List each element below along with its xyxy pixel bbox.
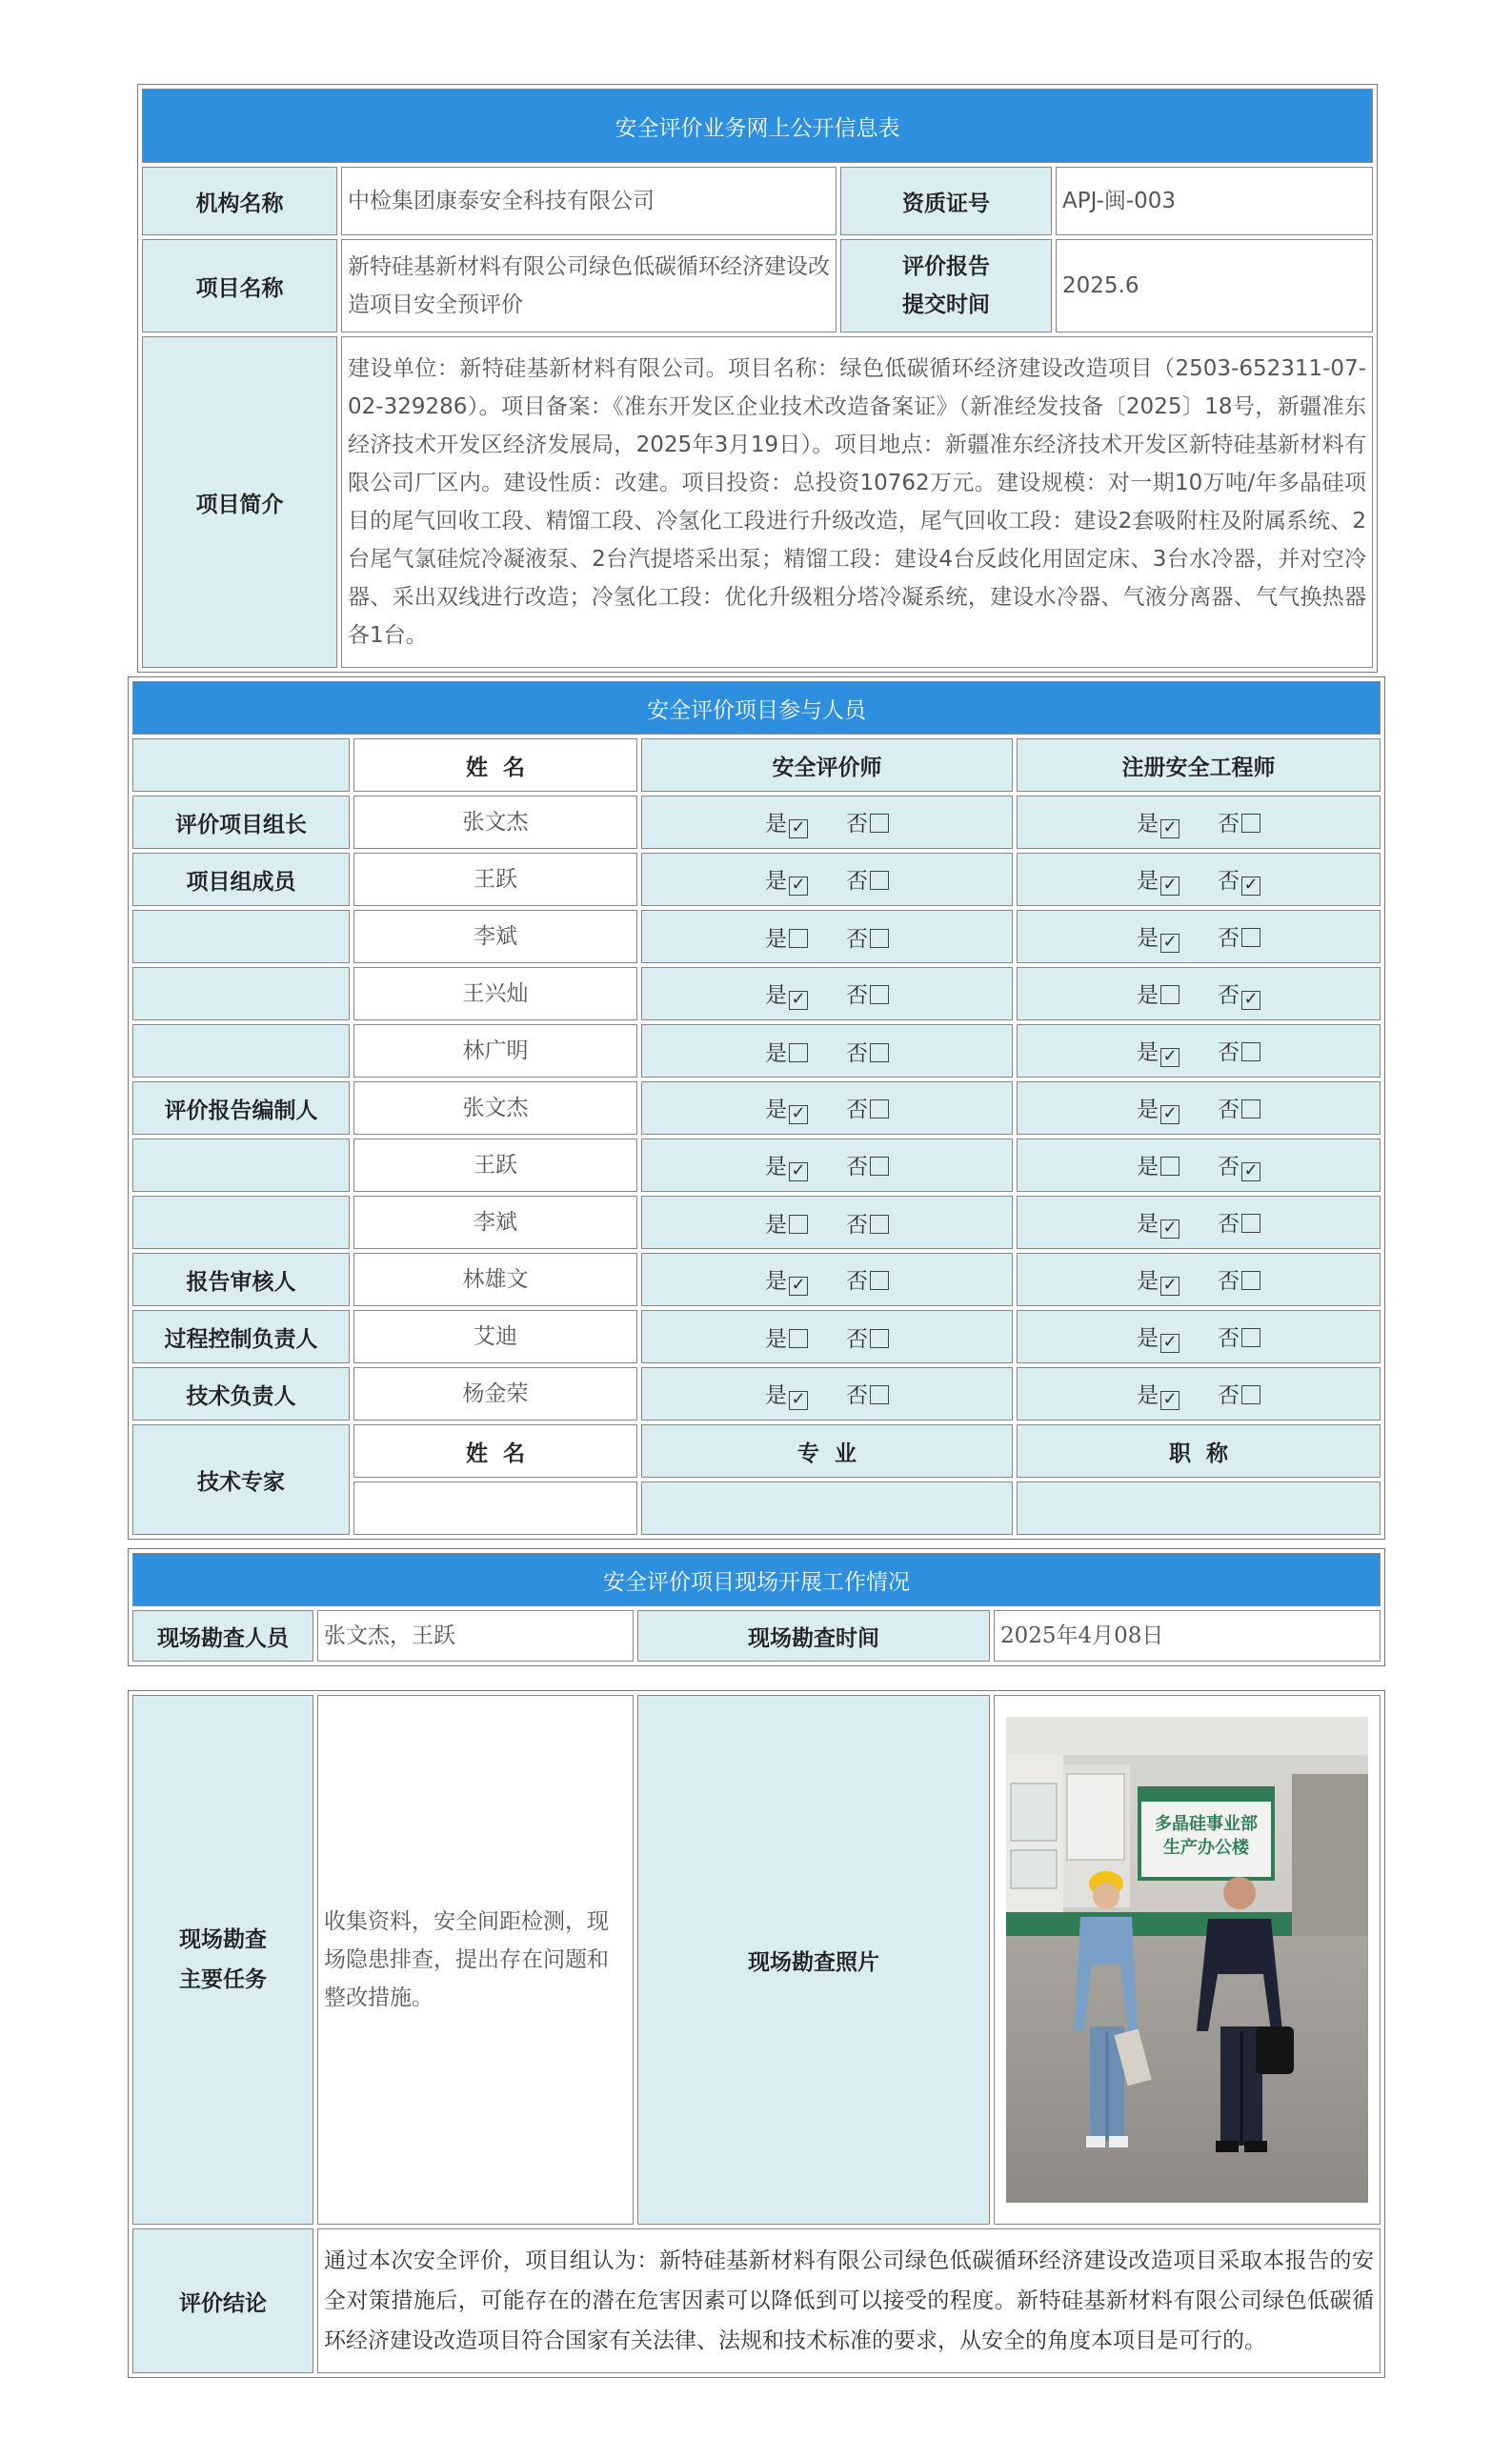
survey-photo-cell — [994, 1695, 1381, 2225]
evaluator-cell — [641, 967, 1013, 1020]
evaluator-yes-checkbox: ✓ — [789, 1277, 808, 1296]
engineer-yes-checkbox — [1160, 985, 1179, 1004]
engineer-yes-checkbox — [1160, 1157, 1179, 1176]
no-text: 否 — [846, 812, 868, 836]
yes-text: 是 — [1137, 812, 1159, 836]
staff-name: 王跃 — [353, 853, 637, 906]
yes-text: 是 — [765, 1098, 787, 1122]
no-text: 否 — [1218, 983, 1240, 1008]
staff-name: 林雄文 — [353, 1253, 637, 1306]
evaluator-cell — [641, 1310, 1013, 1363]
yes-text: 是 — [1137, 1098, 1159, 1122]
evaluator-cell — [641, 1024, 1013, 1078]
expert-name-cell — [353, 1481, 637, 1535]
engineer-cell — [1017, 1024, 1381, 1078]
no-text: 否 — [846, 983, 868, 1008]
engineer-no-checkbox: ✓ — [1241, 877, 1260, 896]
no-text: 否 — [846, 869, 868, 894]
no-text: 否 — [846, 1098, 868, 1122]
staff-role: 报告审核人 — [132, 1253, 350, 1306]
staff-row — [132, 1196, 1381, 1249]
yes-text: 是 — [765, 1326, 787, 1352]
no-text: 否 — [846, 1155, 868, 1179]
staff-name: 杨金荣 — [353, 1367, 637, 1421]
yes-text: 是 — [1137, 926, 1159, 951]
staff-row — [132, 1367, 1381, 1421]
yes-text: 是 — [1137, 1269, 1159, 1294]
staff-row — [132, 1024, 1381, 1078]
staff-role: 过程控制负责人 — [132, 1310, 350, 1363]
evaluator-no-checkbox — [870, 985, 889, 1004]
engineer-no-checkbox — [1241, 814, 1260, 833]
site-table-title: 安全评价项目现场开展工作情况 — [132, 1553, 1381, 1606]
engineer-cell — [1017, 796, 1381, 849]
evaluator-no-checkbox — [870, 814, 889, 833]
engineer-cell — [1017, 1081, 1381, 1135]
engineer-cell — [1017, 910, 1381, 963]
yes-text: 是 — [1137, 1212, 1159, 1237]
engineer-no-checkbox — [1241, 1099, 1260, 1119]
evaluator-no-checkbox — [870, 1385, 889, 1404]
expert-major-cell — [641, 1481, 1013, 1535]
staff-name: 张文杰 — [353, 796, 637, 849]
no-text: 否 — [846, 1212, 868, 1238]
intro-value: 建设单位：新特硅基新材料有限公司。项目名称：绿色低碳循环经济建设改造项目（2503-652311-07-02-329286）。项目备案：《准东开发区企业技术改造备案证》（新准经发技备〔2025〕18号，新疆准东经济技术开发区经济发展局，2025年3月19日）。项目地点：新疆准东经济技术开发区新特硅基新材料有限公司厂区内。建设性质：改建。项目投资：总投资10762万元。建设规模：对一期10万吨/年多晶硅项目的尾气回收工段、精馏工段、冷氢化工段进行升级改造，尾气回收工段：建设2套吸附柱及附属系统、2台尾气氯硅烷冷凝液泵、2台汽提塔采出泵；精馏工段：建设4台反歧化用固定床、3台水冷器，并对空冷器、采出双线进行改造；冷氢化工段：优化升级粗分塔冷凝系统，建设水冷器、气液分离器、气气换热器各1台。 — [341, 336, 1373, 668]
evaluator-no-checkbox — [870, 871, 889, 890]
engineer-no-checkbox: ✓ — [1241, 991, 1260, 1010]
site-table — [128, 1548, 1385, 1666]
no-text: 否 — [1218, 1212, 1240, 1237]
engineer-cell — [1017, 1367, 1381, 1421]
survey-table — [128, 1690, 1385, 2378]
staff-role — [132, 1196, 350, 1249]
yes-text: 是 — [765, 926, 787, 952]
evaluator-cell — [641, 1081, 1013, 1135]
report-time-label-line2: 提交时间 — [902, 292, 990, 317]
engineer-yes-checkbox: ✓ — [1160, 1391, 1179, 1410]
no-text: 否 — [1218, 1098, 1240, 1122]
expert-col-name: 姓 名 — [353, 1424, 637, 1478]
yes-text: 是 — [765, 1383, 787, 1408]
engineer-cell — [1017, 967, 1381, 1020]
evaluator-no-checkbox — [870, 1043, 889, 1062]
staff-row — [132, 1310, 1381, 1363]
engineer-no-checkbox: ✓ — [1241, 1162, 1260, 1181]
engineer-yes-checkbox: ✓ — [1160, 819, 1179, 838]
no-text: 否 — [1218, 812, 1240, 836]
intro-label: 项目简介 — [142, 336, 337, 668]
staff-role — [132, 1024, 350, 1078]
no-text: 否 — [1218, 1269, 1240, 1294]
site-time-label: 现场勘查时间 — [637, 1610, 990, 1662]
evaluator-no-checkbox — [870, 1329, 889, 1348]
engineer-yes-checkbox: ✓ — [1160, 1219, 1179, 1239]
staff-name: 王兴灿 — [353, 967, 637, 1020]
engineer-cell — [1017, 1139, 1381, 1192]
no-text: 否 — [1218, 1155, 1240, 1179]
survey-task-label — [132, 1695, 313, 2225]
engineer-yes-checkbox: ✓ — [1160, 1105, 1179, 1124]
no-text: 否 — [1218, 926, 1240, 951]
no-text: 否 — [846, 1383, 868, 1408]
engineer-no-checkbox — [1241, 928, 1260, 947]
staff-table-title: 安全评价项目参与人员 — [132, 681, 1381, 735]
staff-header-blank — [132, 738, 350, 792]
evaluator-yes-checkbox: ✓ — [789, 877, 808, 896]
photo-sign-line2: 生产办公楼 — [1163, 1838, 1249, 1858]
staff-col-name: 姓 名 — [353, 738, 637, 792]
evaluator-cell — [641, 1367, 1013, 1421]
yes-text: 是 — [1137, 1040, 1159, 1065]
no-text: 否 — [1218, 1326, 1240, 1351]
no-text: 否 — [1218, 1040, 1240, 1065]
engineer-yes-checkbox: ✓ — [1160, 1334, 1179, 1353]
evaluator-cell — [641, 796, 1013, 849]
evaluator-yes-checkbox — [789, 1215, 808, 1234]
report-time-value: 2025.6 — [1056, 239, 1373, 333]
yes-text: 是 — [765, 1212, 787, 1238]
project-name-value: 新特硅基新材料有限公司绿色低碳循环经济建设改造项目安全预评价 — [341, 239, 837, 333]
engineer-cell — [1017, 853, 1381, 906]
yes-text: 是 — [1137, 1383, 1159, 1408]
staff-name: 林广明 — [353, 1024, 637, 1078]
photo-sign-line1: 多晶硅事业部 — [1155, 1814, 1258, 1834]
engineer-no-checkbox — [1241, 1042, 1260, 1061]
staff-row — [132, 853, 1381, 906]
no-text: 否 — [846, 926, 868, 952]
yes-text: 是 — [765, 1155, 787, 1179]
staff-role: 评价报告编制人 — [132, 1081, 350, 1135]
engineer-no-checkbox — [1241, 1271, 1260, 1290]
evaluator-cell — [641, 1253, 1013, 1306]
staff-row — [132, 1253, 1381, 1306]
survey-task-label-line2: 主要任务 — [179, 1966, 267, 1992]
yes-text: 是 — [765, 812, 787, 836]
no-text: 否 — [846, 1326, 868, 1352]
evaluator-cell — [641, 1196, 1013, 1249]
evaluator-yes-checkbox — [789, 929, 808, 948]
org-label: 机构名称 — [142, 167, 337, 235]
project-name-label: 项目名称 — [142, 239, 337, 333]
staff-name: 王跃 — [353, 1139, 637, 1192]
expert-label: 技术专家 — [132, 1424, 350, 1535]
yes-text: 是 — [1137, 1155, 1159, 1179]
evaluator-yes-checkbox: ✓ — [789, 1391, 808, 1410]
staff-col-engineer: 注册安全工程师 — [1017, 738, 1381, 792]
engineer-yes-checkbox: ✓ — [1160, 1277, 1179, 1296]
no-text: 否 — [1218, 1383, 1240, 1408]
staff-role: 评价项目组长 — [132, 796, 350, 849]
cert-value: APJ-闽-003 — [1056, 167, 1373, 235]
evaluator-yes-checkbox: ✓ — [789, 1162, 808, 1181]
expert-col-major: 专 业 — [641, 1424, 1013, 1478]
org-value: 中检集团康泰安全科技有限公司 — [341, 167, 837, 235]
yes-text: 是 — [765, 983, 787, 1008]
staff-table — [128, 676, 1385, 1540]
evaluator-no-checkbox — [870, 1099, 889, 1119]
yes-text: 是 — [765, 1269, 787, 1294]
no-text: 否 — [846, 1040, 868, 1066]
survey-photo-label: 现场勘查照片 — [637, 1695, 990, 2225]
evaluator-cell — [641, 910, 1013, 963]
survey-task-label-line1: 现场勘查 — [179, 1926, 267, 1952]
engineer-cell — [1017, 1196, 1381, 1249]
staff-role: 技术负责人 — [132, 1367, 350, 1421]
site-time-value: 2025年4月08日 — [994, 1610, 1381, 1662]
evaluator-cell — [641, 853, 1013, 906]
engineer-no-checkbox — [1241, 1214, 1260, 1233]
expert-col-title: 职 称 — [1017, 1424, 1381, 1478]
yes-text: 是 — [1137, 983, 1159, 1008]
staff-name: 李斌 — [353, 910, 637, 963]
site-people-value: 张文杰，王跃 — [317, 1610, 634, 1662]
evaluator-no-checkbox — [870, 1157, 889, 1176]
engineer-yes-checkbox: ✓ — [1160, 934, 1179, 953]
staff-row — [132, 1139, 1381, 1192]
staff-col-evaluator: 安全评价师 — [641, 738, 1013, 792]
evaluator-cell — [641, 1139, 1013, 1192]
engineer-yes-checkbox: ✓ — [1160, 1048, 1179, 1067]
evaluator-yes-checkbox — [789, 1329, 808, 1348]
report-time-label-line1: 评价报告 — [902, 253, 990, 279]
staff-name: 张文杰 — [353, 1081, 637, 1135]
staff-row — [132, 796, 1381, 849]
no-text: 否 — [846, 1269, 868, 1294]
staff-row — [132, 1081, 1381, 1135]
conclusion-label: 评价结论 — [132, 2228, 313, 2373]
staff-row — [132, 910, 1381, 963]
yes-text: 是 — [1137, 869, 1159, 894]
engineer-no-checkbox — [1241, 1385, 1260, 1404]
expert-title-cell — [1017, 1481, 1381, 1535]
evaluator-yes-checkbox: ✓ — [789, 1105, 808, 1124]
evaluator-no-checkbox — [870, 1215, 889, 1234]
conclusion-value: 通过本次安全评价，项目组认为：新特硅基新材料有限公司绿色低碳循环经济建设改造项目采取本报告的安全对策措施后，可能存在的潜在危害因素可以降低到可以接受的程度。新特硅基新材料有限公司绿色低碳循环经济建设改造项目符合国家有关法律、法规和技术标准的要求，从安全的角度本项目是可行的。 — [317, 2228, 1381, 2373]
survey-task-value: 收集资料，安全间距检测，现场隐患排查，提出存在问题和整改措施。 — [317, 1695, 634, 2225]
staff-role — [132, 1139, 350, 1192]
report-time-label — [840, 239, 1052, 333]
site-people-label: 现场勘查人员 — [132, 1610, 313, 1662]
staff-role: 项目组成员 — [132, 853, 350, 906]
no-text: 否 — [1218, 869, 1240, 894]
yes-text: 是 — [765, 869, 787, 894]
engineer-cell — [1017, 1310, 1381, 1363]
evaluator-no-checkbox — [870, 1271, 889, 1290]
staff-role — [132, 910, 350, 963]
staff-rows — [132, 796, 1381, 1421]
yes-text: 是 — [1137, 1326, 1159, 1351]
staff-name: 李斌 — [353, 1196, 637, 1249]
staff-name: 艾迪 — [353, 1310, 637, 1363]
info-table-title: 安全评价业务网上公开信息表 — [142, 89, 1373, 163]
yes-text: 是 — [765, 1040, 787, 1066]
engineer-no-checkbox — [1241, 1328, 1260, 1347]
evaluator-yes-checkbox — [789, 1043, 808, 1062]
cert-label: 资质证号 — [840, 167, 1052, 235]
engineer-yes-checkbox: ✓ — [1160, 877, 1179, 896]
evaluator-no-checkbox — [870, 929, 889, 948]
survey-photo — [1006, 1717, 1368, 2203]
engineer-cell — [1017, 1253, 1381, 1306]
evaluator-yes-checkbox: ✓ — [789, 819, 808, 838]
staff-role — [132, 967, 350, 1020]
evaluator-yes-checkbox: ✓ — [789, 991, 808, 1010]
staff-row — [132, 967, 1381, 1020]
info-table — [137, 84, 1378, 673]
